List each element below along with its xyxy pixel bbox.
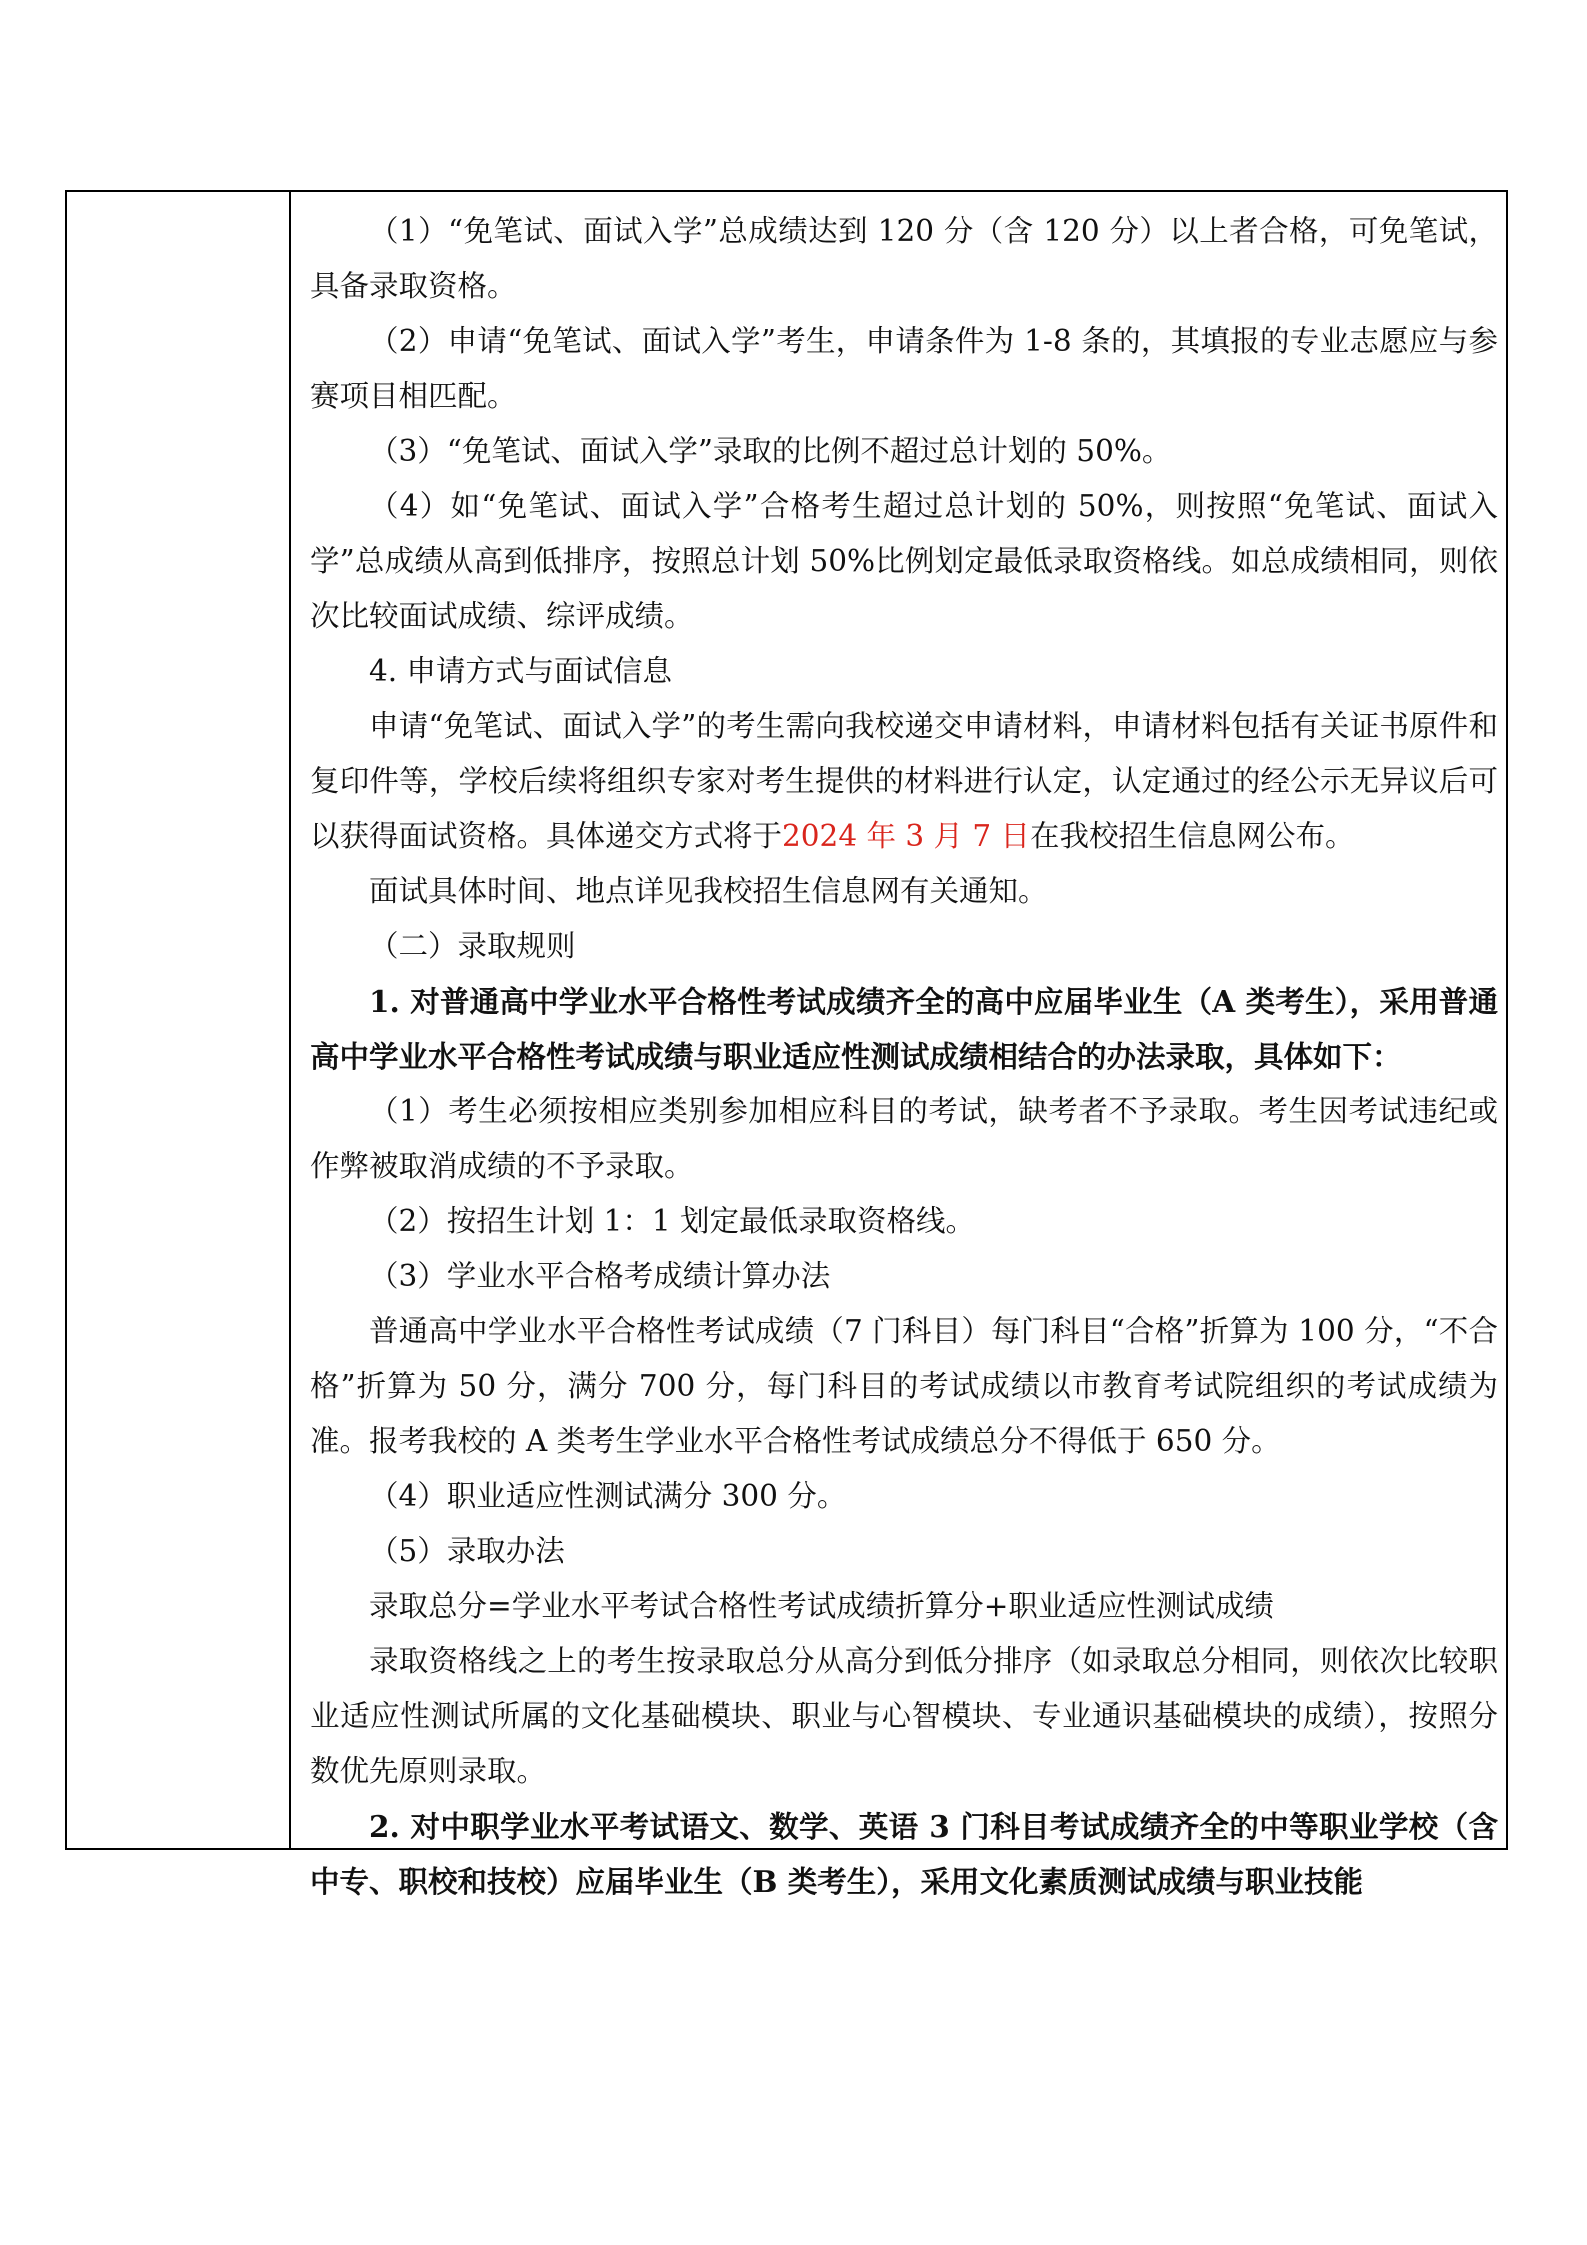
bold-paragraph: 1. 对普通高中学业水平合格性考试成绩齐全的高中应届毕业生（A 类考生），采用普通高中学业水平合格性考试成绩与职业适应性测试成绩相结合的办法录取，具体如下： (310, 984, 1498, 1074)
table-content-cell (310, 204, 1498, 1909)
text-segment: 在我校招生信息网公布。 (1030, 819, 1355, 853)
paragraph: 录取资格线之上的考生按录取总分从高分到低分排序（如录取总分相同，则依次比较职业适应性测试所属的文化基础模块、职业与心智模块、专业通识基础模块的成绩），按照分数优先原则录取。 (310, 1644, 1498, 1788)
highlighted-date: 2024 年 3 月 7 日 (782, 819, 1031, 853)
paragraph: （4）职业适应性测试满分 300 分。 (369, 1479, 847, 1513)
column-divider (289, 192, 291, 1848)
paragraph: （3）学业水平合格考成绩计算办法 (369, 1259, 831, 1293)
section-heading: （二）录取规则 (369, 929, 576, 963)
paragraph (310, 699, 1498, 864)
paragraph: （3）“免笔试、面试入学”录取的比例不超过总计划的 50%。 (369, 434, 1172, 468)
paragraph: （1）考生必须按相应类别参加相应科目的考试，缺考者不予录取。考生因考试违纪或作弊被取消成绩的不予录取。 (310, 1094, 1498, 1183)
paragraph: （5）录取办法 (369, 1534, 565, 1568)
paragraph: （2）按招生计划 1：1 划定最低录取资格线。 (369, 1204, 976, 1238)
paragraph: 面试具体时间、地点详见我校招生信息网有关通知。 (369, 874, 1048, 908)
paragraph: （1）“免笔试、面试入学”总成绩达到 120 分（含 120 分）以上者合格，可免笔试，具备录取资格。 (310, 214, 1498, 303)
paragraph: 普通高中学业水平合格性考试成绩（7 门科目）每门科目“合格”折算为 100 分，“不合格”折算为 50 分，满分 700 分，每门科目的考试成绩以市教育考试院组织的考试成绩为准。报考我校的 A 类考生学业水平合格性考试成绩总分不得低于 650 分。 (310, 1314, 1498, 1458)
text-segment: 申请“免笔试、面试入学”的考生需向我校递交申请材料，申请材料包括有关证书原件和复印件等，学校后续将组织专家对考生提供的材料进行认定，认定通过的经公示无异议后可以获得面试资格。具体递交方式将于 (310, 709, 1498, 853)
section-heading: 4. 申请方式与面试信息 (369, 654, 673, 688)
bold-paragraph: 2. 对中职学业水平考试语文、数学、英语 3 门科目考试成绩齐全的中等职业学校（含中专、职校和技校）应届毕业生（B 类考生），采用文化素质测试成绩与职业技能 (310, 1809, 1498, 1899)
paragraph: （4）如“免笔试、面试入学”合格考生超过总计划的 50%，则按照“免笔试、面试入学”总成绩从高到低排序，按照总计划 50%比例划定最低录取资格线。如总成绩相同，则依次比较面试成绩、综评成绩。 (310, 489, 1498, 633)
paragraph: （2）申请“免笔试、面试入学”考生，申请条件为 1-8 条的，其填报的专业志愿应与参赛项目相匹配。 (310, 324, 1498, 413)
paragraph: 录取总分=学业水平考试合格性考试成绩折算分+职业适应性测试成绩 (369, 1589, 1274, 1623)
document-table (65, 190, 1508, 1899)
